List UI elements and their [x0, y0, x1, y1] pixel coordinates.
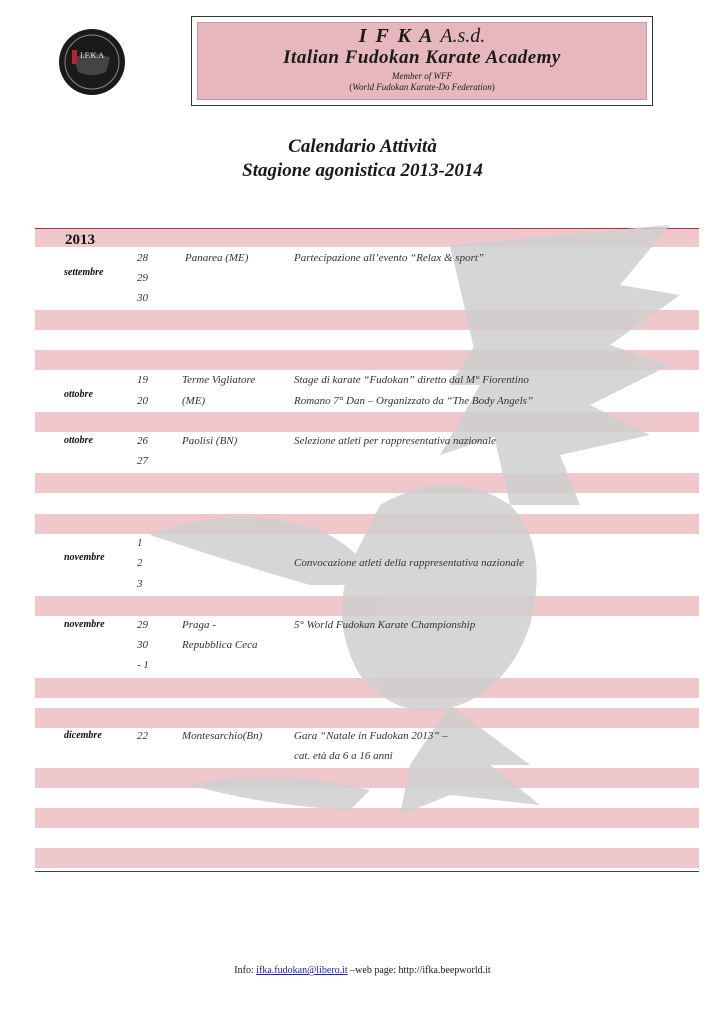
- event-description: Convocazione atleti della rappresentativa nazionale: [294, 557, 524, 569]
- event-month: novembre: [64, 552, 105, 563]
- event-day: 30: [137, 292, 148, 304]
- email-link[interactable]: ifka.fudokan@libero.it: [256, 965, 348, 976]
- header-panel: [197, 22, 647, 100]
- event-month: settembre: [64, 267, 104, 278]
- federation-name: World Fudokan Karate-Do Federation: [352, 82, 492, 92]
- event-day: - 1: [137, 659, 149, 671]
- federation-close: ): [491, 82, 495, 92]
- federation-open: (: [349, 82, 353, 92]
- event-description: Selezione atleti per rappresentativa nazionale: [294, 435, 496, 447]
- event-day: 29: [137, 619, 148, 631]
- logo-text: I.F.K.A: [79, 51, 105, 60]
- event-month: dicembre: [64, 730, 102, 741]
- event-month: ottobre: [64, 435, 93, 446]
- table-band: [35, 848, 699, 868]
- event-day: 28: [137, 252, 148, 264]
- header-box: [191, 16, 653, 106]
- event-place: Paolisi (BN): [182, 435, 238, 447]
- federation-line: [198, 82, 646, 93]
- org-suffix: A.s.d.: [440, 25, 486, 47]
- event-day: 20: [137, 395, 148, 407]
- event-month: novembre: [64, 619, 105, 630]
- event-description: 5° World Fudokan Karate Championship: [294, 619, 476, 631]
- ifka-logo: [58, 28, 126, 96]
- event-place: Montesarchio(Bn): [182, 730, 263, 742]
- org-acronym: I F K A: [358, 25, 434, 47]
- org-full-name: Italian Fudokan Karate Academy: [283, 47, 561, 68]
- org-short-name: [198, 25, 646, 47]
- footer-web-text: –web page: http://ifka.beepworld.it: [347, 965, 491, 976]
- event-day: 1: [137, 537, 143, 549]
- event-day: 27: [137, 455, 148, 467]
- event-month: ottobre: [64, 389, 93, 400]
- event-place: Praga -: [182, 619, 216, 631]
- page-title: Calendario Attività: [288, 136, 437, 157]
- event-day: 30: [137, 639, 148, 651]
- event-day: 2: [137, 557, 143, 569]
- event-description: Romano 7° Dan – Organizzato da “The Body Angels”: [294, 395, 534, 407]
- event-place: Terme Vigliatore: [182, 374, 256, 386]
- event-description: Gara “Natale in Fudokan 2013” –: [294, 730, 448, 742]
- event-day: 26: [137, 435, 148, 447]
- event-description: cat. età da 6 a 16 anni: [294, 750, 393, 762]
- event-place: Panarea (ME): [185, 252, 249, 264]
- event-description: Stage di karate “Fudokan” diretto dal M° Fiorentino: [294, 374, 529, 386]
- member-line: Member of WFF: [392, 71, 452, 81]
- event-day: 22: [137, 730, 148, 742]
- event-place: Repubblica Ceca: [182, 639, 258, 651]
- page-subtitle: Stagione agonistica 2013-2014: [242, 160, 483, 181]
- event-description: Partecipazione all’evento “Relax & sport”: [294, 252, 485, 264]
- event-day: 19: [137, 374, 148, 386]
- footer: [0, 965, 725, 976]
- event-day: 3: [137, 578, 143, 590]
- footer-info-label: Info:: [234, 965, 257, 976]
- event-place: (ME): [182, 395, 206, 407]
- year-label: 2013: [65, 232, 95, 248]
- event-day: 29: [137, 272, 148, 284]
- bottom-rule: [35, 871, 699, 872]
